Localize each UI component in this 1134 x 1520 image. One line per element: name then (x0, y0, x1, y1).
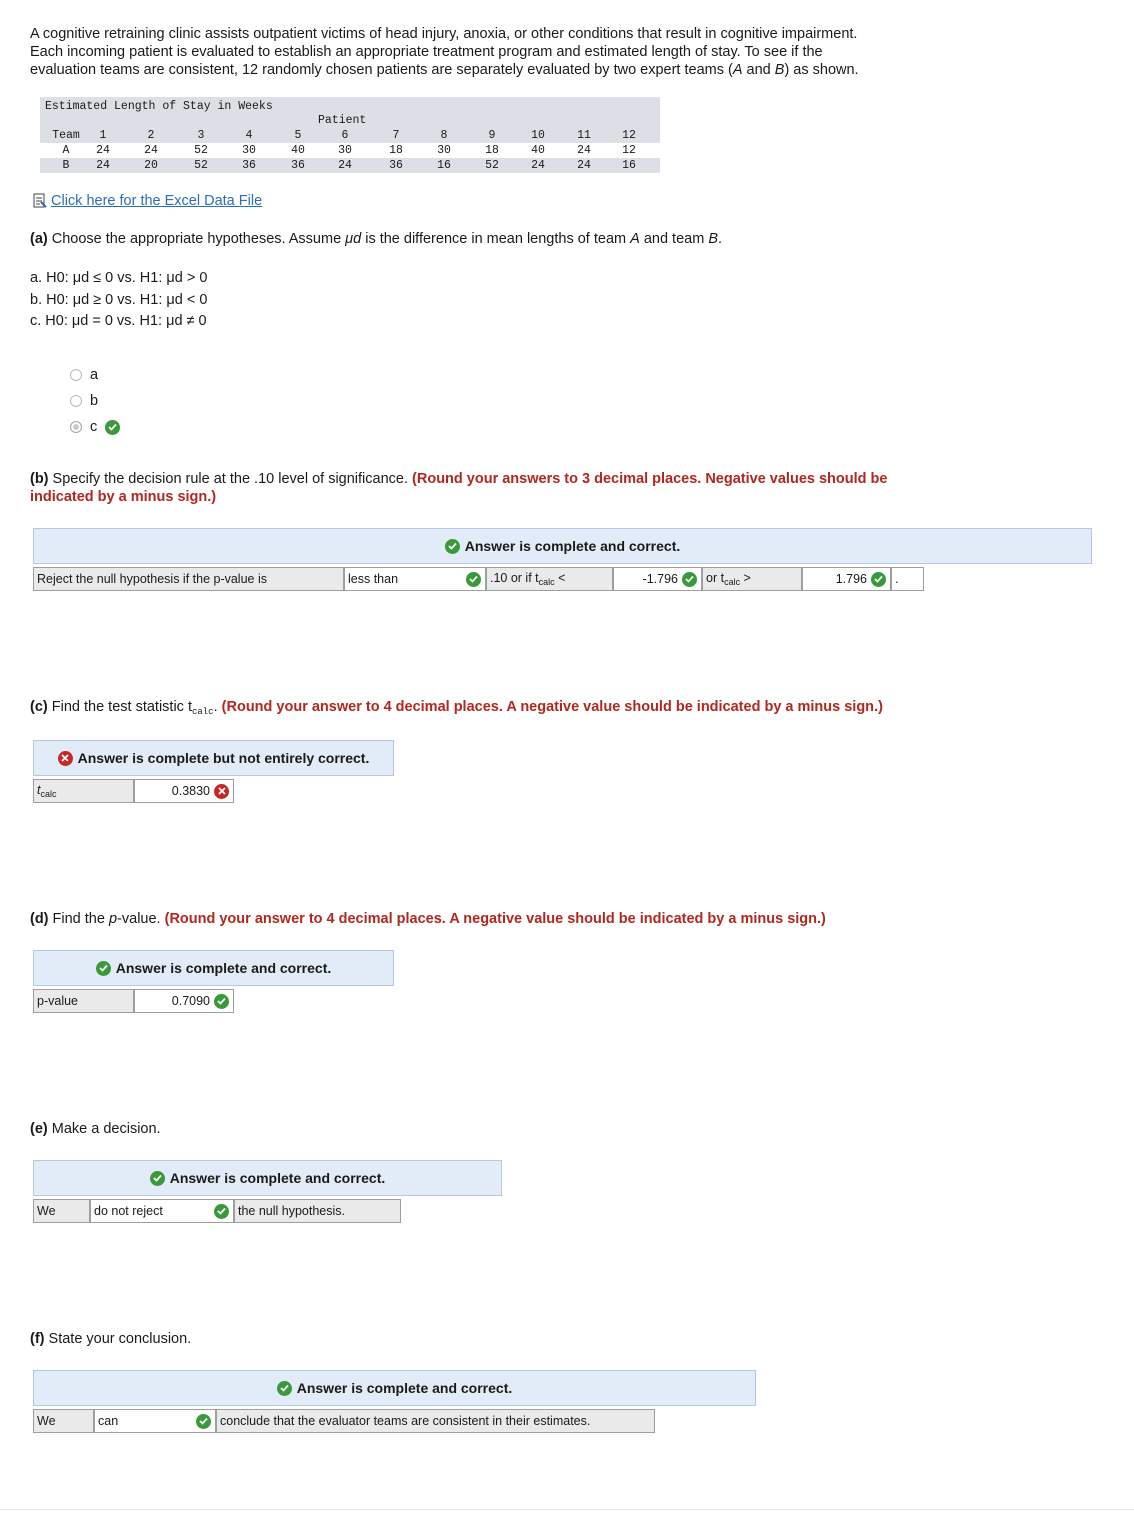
patient-number: 10 (531, 129, 545, 142)
table-cell: 52 (485, 159, 499, 172)
correct-check-icon (214, 1204, 229, 1219)
table-row (40, 158, 660, 173)
radio-option-c[interactable]: c (70, 419, 120, 435)
patient-number: 8 (440, 129, 448, 142)
radio-circle-b[interactable] (70, 395, 82, 407)
table-row (40, 143, 660, 158)
correct-check-icon (105, 420, 120, 435)
table-caption: Estimated Length of Stay in Weeks (45, 100, 273, 113)
table-cell: 24 (531, 159, 545, 172)
pvalue-input[interactable]: 0.7090 (134, 989, 234, 1013)
table-cell: 24 (338, 159, 352, 172)
answer-status-banner: Answer is complete but not entirely correct. (33, 740, 394, 776)
decision-rule-label: Reject the null hypothesis if the p-value is (33, 567, 344, 591)
patient-number: 12 (622, 129, 636, 142)
team-b: B (62, 159, 70, 172)
decision-tail-label: the null hypothesis. (234, 1199, 401, 1223)
radio-circle-c[interactable] (70, 421, 82, 433)
part-f-question: (f) State your conclusion. (30, 1331, 192, 1347)
conclusion-select[interactable]: can (94, 1409, 216, 1433)
table-cell: 36 (389, 159, 403, 172)
correct-check-icon (682, 572, 697, 587)
period-cell: . (891, 567, 924, 591)
correct-check-icon (445, 539, 460, 554)
table-cell: 24 (577, 144, 591, 157)
correct-check-icon (196, 1414, 211, 1429)
answer-status-banner: Answer is complete and correct. (33, 1370, 756, 1406)
comparison-select[interactable]: less than (344, 567, 486, 591)
patient-number: 5 (294, 129, 302, 142)
patient-number: 9 (488, 129, 496, 142)
intro-line-1: A cognitive retraining clinic assists outpatient victims of head injury, anoxia, or other conditions that result in cognitive impairment. (30, 26, 858, 42)
intro-line-2: Each incoming patient is evaluated to establish an appropriate treatment program and estimated length of stay. To see if the (30, 44, 823, 60)
alpha-label: .10 or if $t_{calc}$ < (486, 567, 613, 591)
table-cell: 18 (389, 144, 403, 157)
part-a-question: (a) Choose the appropriate hypotheses. Assume μd is the difference in mean lengths of team A and team B. (30, 231, 723, 247)
decision-select[interactable]: do not reject (90, 1199, 234, 1223)
table-cell: 40 (531, 144, 545, 157)
answer-status-banner: Answer is complete and correct. (33, 528, 1092, 564)
table-cell: 24 (144, 144, 158, 157)
lower-critical-input[interactable]: -1.796 (613, 567, 702, 591)
upper-critical-input[interactable]: 1.796 (802, 567, 891, 591)
or-label: or $t_{calc}$ > (702, 567, 802, 591)
correct-check-icon (871, 572, 886, 587)
table-header-row (40, 128, 660, 143)
hypothesis-option-a: a. H0: μd ≤ 0 vs. H1: μd > 0 (30, 270, 208, 286)
hypothesis-option-c: c. H0: μd = 0 vs. H1: μd ≠ 0 (30, 313, 207, 329)
table-cell: 16 (437, 159, 451, 172)
part-d-question: (d) Find the p-value. (Round your answer to 4 decimal places. A negative value should be indicated by a minus sign.) (30, 911, 826, 927)
conclusion-tail-label: conclude that the evaluator teams are consistent in their estimates. (216, 1409, 655, 1433)
table-cell: 20 (144, 159, 158, 172)
patient-header: Patient (318, 114, 367, 127)
table-cell: 52 (194, 159, 208, 172)
hypothesis-options (30, 268, 207, 333)
tcalc-label: $t_{calc}$ (33, 779, 134, 803)
correct-check-icon (277, 1381, 292, 1396)
table-cell: 30 (242, 144, 256, 157)
table-cell: 30 (437, 144, 451, 157)
patient-number: 3 (197, 129, 205, 142)
incorrect-x-icon (58, 751, 73, 766)
patient-number: 2 (147, 129, 155, 142)
patient-number: 6 (341, 129, 349, 142)
intro-line-3: evaluation teams are consistent, 12 randomly chosen patients are separately evaluated by two expert teams (A and B) as shown. (30, 62, 859, 78)
we-label: We (33, 1409, 94, 1433)
part-e-question: (e) Make a decision. (30, 1121, 161, 1137)
hypothesis-option-b: b. H0: μd ≥ 0 vs. H1: μd < 0 (30, 291, 208, 308)
table-cell: 18 (485, 144, 499, 157)
pvalue-label: p-value (33, 989, 134, 1013)
table-cell: 40 (291, 144, 305, 157)
correct-check-icon (214, 994, 229, 1009)
table-cell: 24 (96, 159, 110, 172)
correct-check-icon (96, 961, 111, 976)
radio-option-a[interactable]: a (70, 367, 98, 383)
table-cell: 30 (338, 144, 352, 157)
excel-data-link[interactable] (32, 193, 262, 209)
length-of-stay-table (40, 97, 660, 173)
tcalc-input[interactable]: 0.3830 (134, 779, 234, 803)
answer-status-banner: Answer is complete and correct. (33, 950, 394, 986)
excel-file-icon (32, 193, 48, 209)
incorrect-x-icon (214, 784, 229, 799)
page-bottom-divider (0, 1509, 1134, 1510)
team-a: A (62, 144, 70, 157)
team-header: Team (52, 129, 80, 142)
table-cell: 36 (242, 159, 256, 172)
excel-link-text[interactable]: Click here for the Excel Data File (51, 193, 263, 209)
part-b-question: (b) Specify the decision rule at the .10 level of significance. (Round your answers to 3 decimal places. Negative values should be indicated by a minus sign.) (30, 471, 888, 505)
table-cell: 16 (622, 159, 636, 172)
radio-option-b[interactable]: b (70, 393, 98, 409)
correct-check-icon (150, 1171, 165, 1186)
patient-number: 7 (392, 129, 400, 142)
table-cell: 24 (96, 144, 110, 157)
table-cell: 36 (291, 159, 305, 172)
patient-number: 1 (99, 129, 107, 142)
problem-intro (30, 25, 1090, 79)
patient-number: 4 (245, 129, 253, 142)
table-cell: 52 (194, 144, 208, 157)
part-c-question: (c) Find the test statistic $t_{calc}$. (Round your answer to 4 decimal places. A negative value should be indicated by a minus sign.) (30, 699, 883, 717)
we-label: We (33, 1199, 90, 1223)
correct-check-icon (466, 572, 481, 587)
table-cell: 24 (577, 159, 591, 172)
radio-circle-a[interactable] (70, 369, 82, 381)
patient-number: 11 (577, 129, 591, 142)
table-cell: 12 (622, 144, 636, 157)
answer-status-banner: Answer is complete and correct. (33, 1160, 502, 1196)
